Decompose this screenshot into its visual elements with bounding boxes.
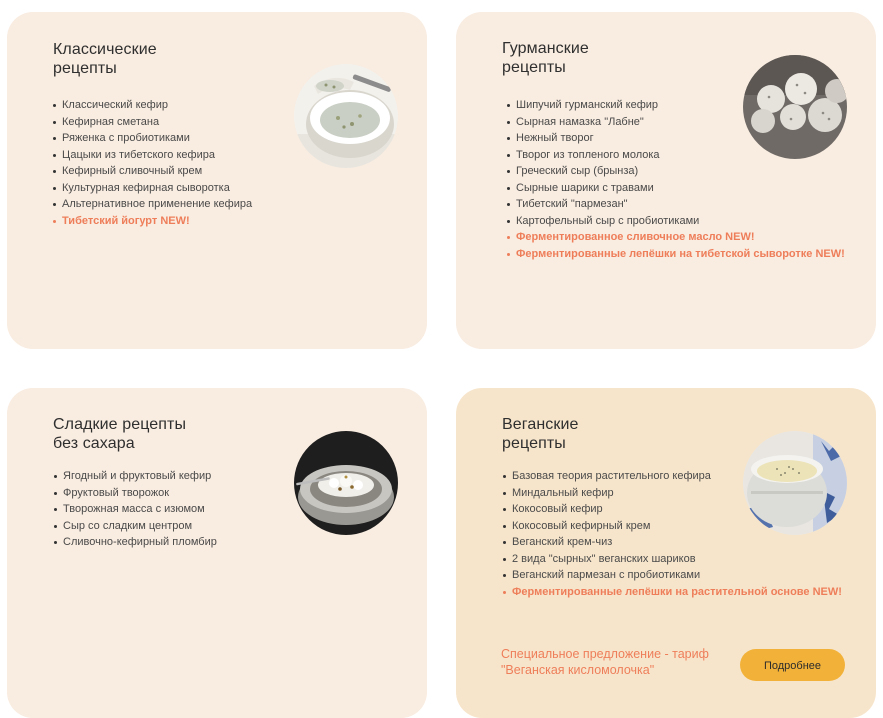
- list-item[interactable]: Миндальный кефир: [512, 485, 842, 502]
- list-item-new[interactable]: Ферментированные лепёшки на растительной основе NEW!: [512, 584, 842, 601]
- list-item[interactable]: Ягодный и фруктовый кефир: [63, 468, 217, 485]
- list-item[interactable]: Сливочно-кефирный пломбир: [63, 534, 217, 551]
- sweet-curd-bowl-photo: [294, 431, 398, 535]
- card-title: Веганские рецепты: [502, 416, 579, 452]
- list-item[interactable]: Творог из топленого молока: [516, 147, 845, 164]
- recipe-list: [502, 468, 842, 600]
- card-vegan-recipes: [456, 388, 876, 718]
- list-item[interactable]: Картофельный сыр с пробиотиками: [516, 213, 845, 230]
- recipe-list: [53, 468, 217, 551]
- recipe-list: [52, 97, 252, 229]
- list-item[interactable]: Веганский пармезан с пробиотиками: [512, 567, 842, 584]
- list-item[interactable]: Цацыки из тибетского кефира: [62, 147, 252, 164]
- list-item[interactable]: Сырная намазка "Лабне": [516, 114, 845, 131]
- list-item[interactable]: Ряженка с пробиотиками: [62, 130, 252, 147]
- list-item[interactable]: Шипучий гурманский кефир: [516, 97, 845, 114]
- list-item[interactable]: Кокосовый кефирный крем: [512, 518, 842, 535]
- card-sweet-recipes: [7, 388, 427, 718]
- list-item[interactable]: Нежный творог: [516, 130, 845, 147]
- list-item[interactable]: Веганский крем-чиз: [512, 534, 842, 551]
- card-classic-recipes: [7, 12, 427, 349]
- list-item[interactable]: Тибетский "пармезан": [516, 196, 845, 213]
- list-item-new[interactable]: Ферментированные лепёшки на тибетской сыворотке NEW!: [516, 246, 845, 263]
- kefir-bowl-spoon-photo: [294, 64, 398, 168]
- list-item-new[interactable]: Ферментированное сливочное масло NEW!: [516, 229, 845, 246]
- list-item[interactable]: Классический кефир: [62, 97, 252, 114]
- list-item[interactable]: Сыр со сладким центром: [63, 518, 217, 535]
- list-item[interactable]: Творожная масса с изюмом: [63, 501, 217, 518]
- card-title: Сладкие рецепты без сахара: [53, 416, 187, 452]
- list-item[interactable]: Альтернативное применение кефира: [62, 196, 252, 213]
- list-item[interactable]: Кефирная сметана: [62, 114, 252, 131]
- special-offer-text: Специальное предложение - тариф "Веганская кисломолочка": [501, 647, 709, 677]
- list-item[interactable]: Базовая теория растительного кефира: [512, 468, 842, 485]
- recipe-list: [506, 97, 845, 262]
- list-item[interactable]: Кефирный сливочный крем: [62, 163, 252, 180]
- list-item[interactable]: Фруктовый творожок: [63, 485, 217, 502]
- list-item[interactable]: Культурная кефирная сыворотка: [62, 180, 252, 197]
- list-item[interactable]: Кокосовый кефир: [512, 501, 842, 518]
- list-item[interactable]: Сырные шарики с травами: [516, 180, 845, 197]
- card-title: Гурманские рецепты: [502, 40, 589, 76]
- list-item[interactable]: Греческий сыр (брынза): [516, 163, 845, 180]
- card-gourmet-recipes: [456, 12, 876, 349]
- list-item[interactable]: 2 вида "сырных" веганских шариков: [512, 551, 842, 568]
- details-button[interactable]: Подробнее: [740, 649, 845, 681]
- list-item-new[interactable]: Тибетский йогурт NEW!: [62, 213, 252, 230]
- card-title: Классические рецепты: [53, 41, 157, 77]
